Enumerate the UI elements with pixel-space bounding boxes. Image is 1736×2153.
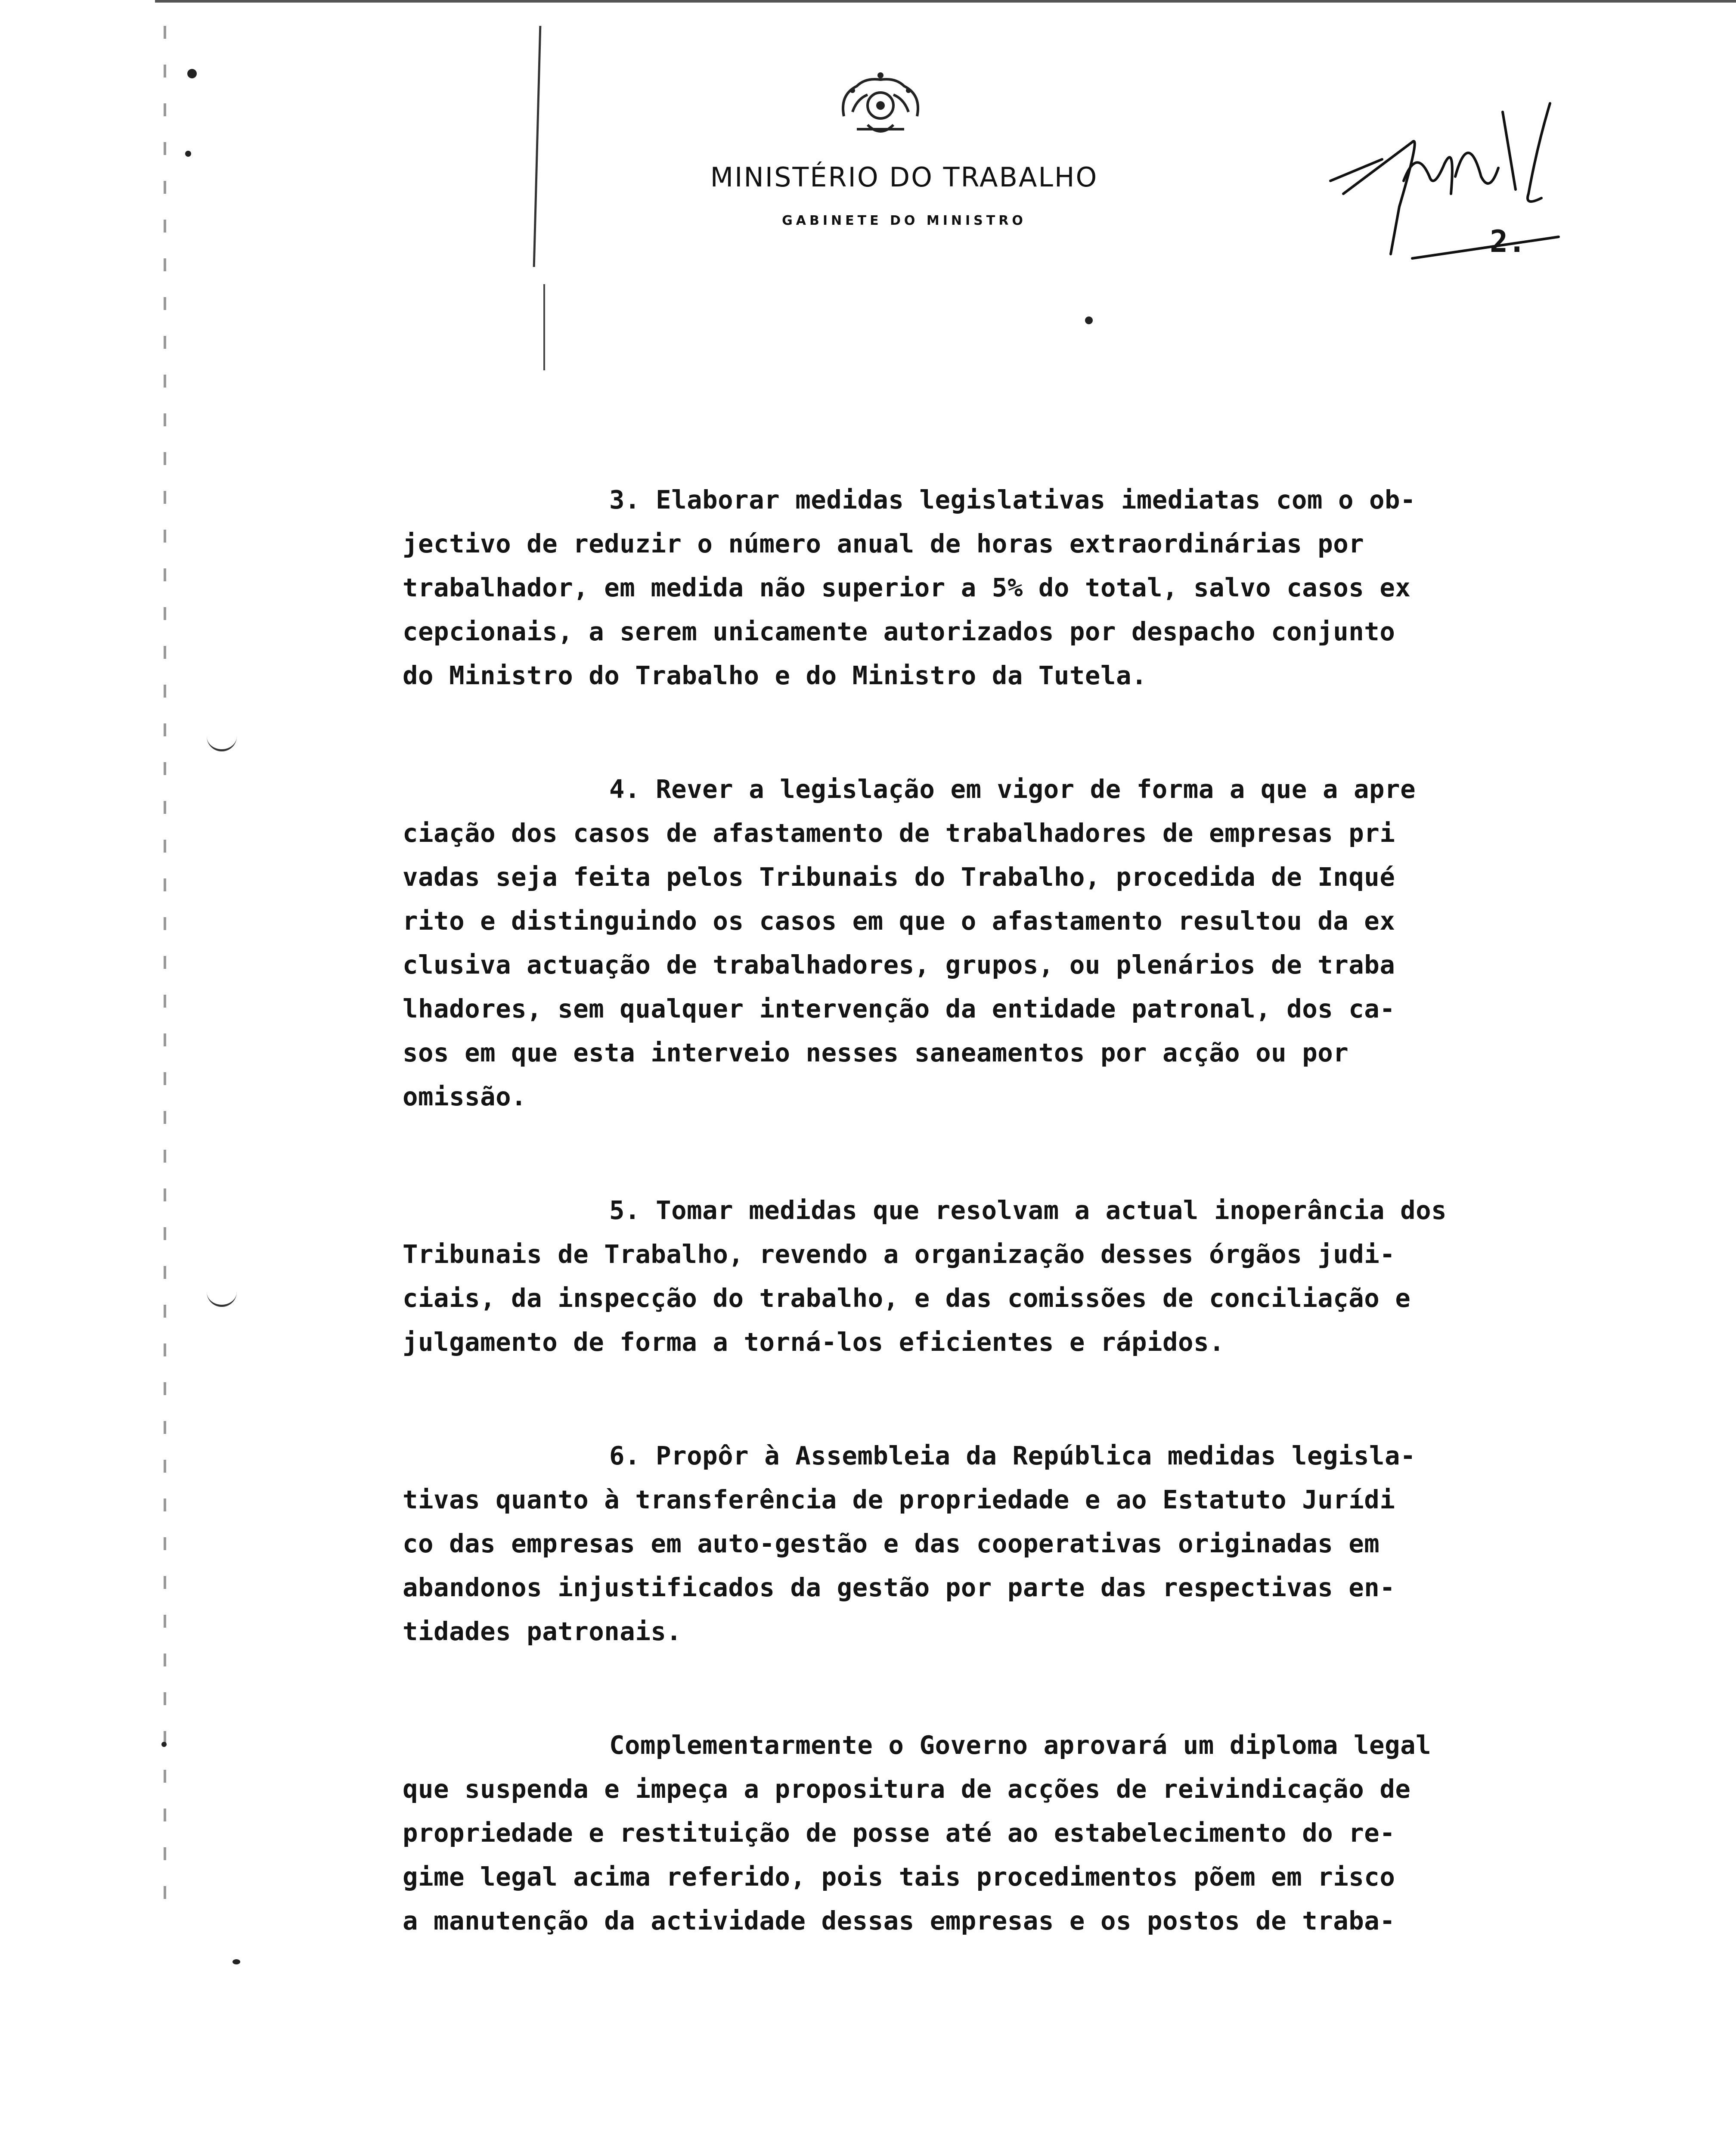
text-line: tidades patronais. — [403, 1616, 682, 1646]
text-line: propriedade e restituição de posse até ao estabelecimento do re- — [403, 1818, 1395, 1848]
text-line: gime legal acima referido, pois tais procedimentos põem em risco — [403, 1862, 1395, 1892]
text-line: trabalhador, em medida não superior a 5% do total, salvo casos ex — [403, 573, 1411, 602]
text-line: sos em que esta interveio nesses saneamentos por acção ou por — [403, 1038, 1349, 1067]
margin-pen-line — [543, 284, 545, 370]
cabinet-subtitle: GABINETE DO MINISTRO — [782, 213, 1026, 228]
text-line: cepcionais, a serem unicamente autorizados por despacho conjunto — [403, 617, 1395, 646]
punch-mark — [185, 151, 191, 157]
text-line: que suspenda e impeça a propositura de acções de reivindicação de — [403, 1774, 1411, 1804]
text-line: 3. Elaborar medidas legislativas imediatas com o ob- — [609, 485, 1416, 515]
text-line: 4. Rever a legislação em vigor de forma a que a apre — [609, 774, 1416, 804]
text-line: abandonos injustificados da gestão por parte das respectivas en- — [403, 1573, 1395, 1602]
paragraph-complementary — [403, 1723, 1531, 1943]
text-line: lhadores, sem qualquer intervenção da entidade patronal, dos ca- — [403, 994, 1395, 1024]
speck — [161, 1742, 167, 1747]
speck — [1085, 316, 1093, 324]
ministry-title: MINISTÉRIO DO TRABALHO — [710, 161, 1098, 193]
hole-mark — [207, 1287, 237, 1307]
speck — [232, 1959, 240, 1964]
paragraph-5 — [403, 1188, 1531, 1364]
text-line: tivas quanto à transferência de propriedade e ao Estatuto Jurídi — [403, 1485, 1395, 1514]
text-line: julgamento de forma a torná-los eficientes e rápidos. — [403, 1327, 1225, 1357]
text-line: omissão. — [403, 1082, 527, 1111]
text-line: clusiva actuação de trabalhadores, grupos, ou plenários de traba — [403, 950, 1395, 980]
text-line: co das empresas em auto-gestão e das cooperativas originadas em — [403, 1529, 1380, 1558]
text-line: Tribunais de Trabalho, revendo a organização desses órgãos judi- — [403, 1239, 1395, 1269]
punch-mark — [187, 69, 197, 78]
hole-mark — [207, 732, 237, 751]
text-line: jectivo de reduzir o número anual de horas extraordinárias por — [403, 529, 1364, 558]
text-line: 5. Tomar medidas que resolvam a actual inoperância dos — [609, 1195, 1447, 1225]
paragraph-6 — [403, 1434, 1531, 1654]
page-number: 2. — [1490, 224, 1526, 259]
text-line: do Ministro do Trabalho e do Ministro da Tutela. — [403, 661, 1147, 690]
text-line: vadas seja feita pelos Tribunais do Trabalho, procedida de Inqué — [403, 862, 1395, 892]
coat-of-arms-icon — [827, 69, 934, 146]
text-line: a manutenção da actividade dessas empresas e os postos de traba- — [403, 1906, 1395, 1936]
text-line: Complementarmente o Governo aprovará um diploma legal — [609, 1730, 1432, 1760]
paragraph-3 — [403, 478, 1531, 698]
text-line: ciais, da inspecção do trabalho, e das comissões de conciliação e — [403, 1283, 1411, 1313]
text-line: ciação dos casos de afastamento de trabalhadores de empresas pri — [403, 818, 1395, 848]
paragraph-4 — [403, 767, 1531, 1119]
text-line: 6. Propôr à Assembleia da República medidas legisla- — [609, 1441, 1416, 1470]
top-border — [155, 0, 1736, 3]
left-margin-marks — [164, 26, 166, 1920]
margin-pen-line — [533, 26, 542, 267]
body-text — [403, 478, 1531, 2013]
handwritten-signature — [1326, 95, 1576, 276]
text-line: rito e distinguindo os casos em que o afastamento resultou da ex — [403, 906, 1395, 936]
